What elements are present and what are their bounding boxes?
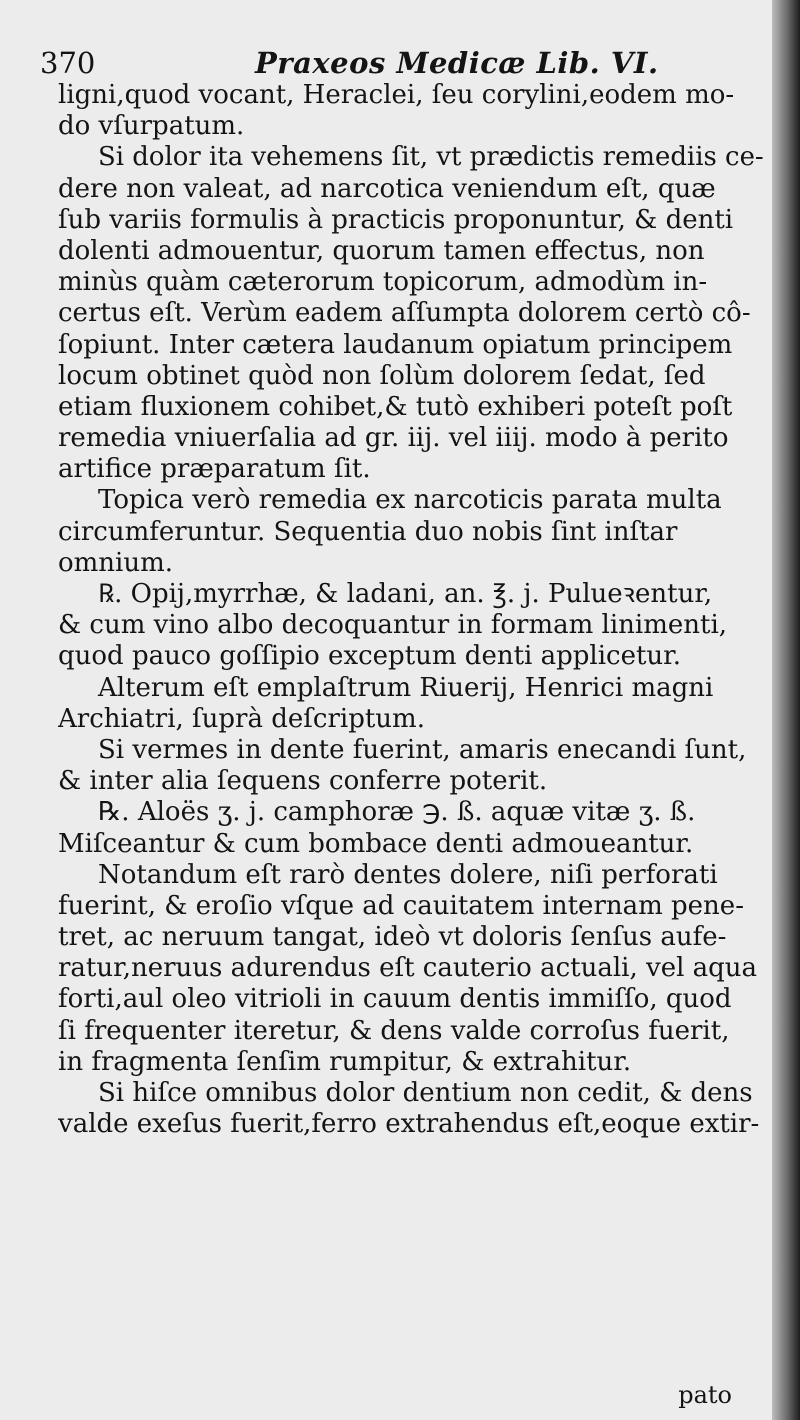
text-line: fuerint, & eroſio vſque ad cauitatem internam pene- [58,890,744,921]
text-line: & inter alia ſequens conferre poterit. [58,766,548,797]
page-header [40,42,740,84]
text-line: quod pauco goſſipio exceptum denti applicetur. [58,641,682,672]
page-number: 370 [40,46,96,80]
text-line: ℞. Opij,myrrhæ, & ladani, an. ℥. j. Pulueꝛentur, [98,579,713,609]
text-line: circumferuntur. Sequentia duo nobis ſint inſtar [58,516,678,547]
text-line: dolenti admouentur, quorum tamen effectus, non [58,235,705,266]
text-line: valde exeſus fuerit,ferro extrahendus eſt,eoque extir- [58,1109,760,1140]
paragraph [58,142,764,485]
text-line: & cum vino albo decoquantur in formam linimenti, [58,610,728,641]
paragraph [58,673,764,735]
text-line: Si vermes in dente fuerint, amaris enecandi ſunt, [98,734,747,765]
catchword: pato [678,1381,732,1409]
text-line: Miſceantur & cum bombace denti admoueantur. [58,828,694,859]
text-line: ſi frequenter iteretur, & dens valde corroſus fuerit, [58,1015,730,1046]
paragraph [58,485,764,579]
paragraph [58,860,764,1078]
text-line: in fragmenta ſenſim rumpitur, & extrahitur. [58,1046,632,1077]
text-line: dere non valeat, ad narcotica veniendum eſt, quæ [58,173,716,204]
text-line: do vſurpatum. [58,111,245,142]
text-line: omnium. [58,547,174,578]
text-line: Si dolor ita vehemens ſit, vt prædictis remediis ce- [98,142,764,173]
book-gutter [772,0,800,1420]
paragraph [58,1078,764,1140]
text-line: Notandum eſt rarò dentes dolere, niſi perforati [98,859,718,890]
text-line: certus eſt. Verùm eadem aſſumpta dolorem certò cô- [58,298,751,329]
text-line: locum obtinet quòd non ſolùm dolorem ſedat, ſed [58,360,706,391]
text-line: Alterum eſt emplaſtrum Riuerij, Henrici magni [98,672,714,703]
paragraph [58,797,764,859]
text-line: Si hiſce omnibus dolor dentium non cedit, & dens [98,1078,753,1108]
text-line: forti,aul oleo vitrioli in cauum dentis immiſſo, quod [58,984,732,1015]
paragraph [58,80,764,142]
text-line: Topica verò remedia ex narcoticis parata multa [98,485,722,516]
text-line: ratur,neruus adurendus eſt cauterio actuali, vel aqua [58,953,758,984]
text-line: artifice præparatum ſit. [58,454,371,485]
text-line: ſopiunt. Inter cætera laudanum opiatum principem [58,329,733,360]
text-line: etiam fluxionem cohibet,& tutò exhiberi poteſt poſt [58,391,733,422]
paragraph [58,735,764,797]
text-body [58,80,764,1140]
text-line: ligni,quod vocant, Heraclei, ſeu corylini,eodem mo- [58,80,735,110]
text-line: minùs quàm cæterorum topicorum, admodùm in- [58,267,708,298]
text-line: remedia vniuerſalia ad gr. iij. vel iiij. modo à perito [58,423,729,454]
paragraph [58,579,764,673]
text-line: ſub variis formulis à practicis proponuntur, & denti [58,204,734,235]
running-title: Praxeos Medicæ Lib. VI. [255,46,659,80]
text-line: tret, ac neruum tangat, ideò vt doloris ſenſus aufe- [58,922,727,953]
text-line: Archiatri, ſuprà deſcriptum. [58,703,425,734]
text-line: ℞. Aloës ʒ. j. camphoræ ℈. ß. aquæ vitæ ʒ. ß. [98,797,696,828]
